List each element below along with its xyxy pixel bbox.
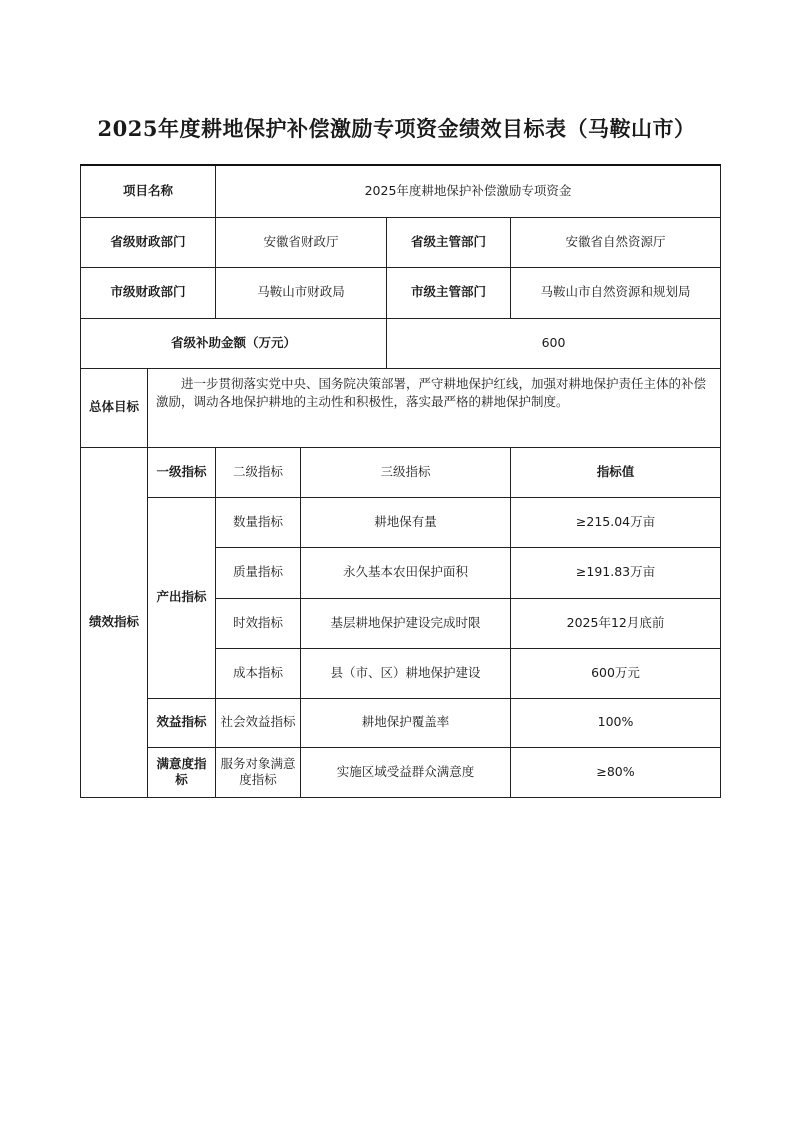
project-value: 2025年度耕地保护补偿激励专项资金 bbox=[216, 165, 721, 217]
city-competent-label: 市级主管部门 bbox=[387, 267, 511, 318]
prov-competent-label: 省级主管部门 bbox=[387, 217, 511, 267]
prov-competent-value: 安徽省自然资源厅 bbox=[511, 217, 721, 267]
city-finance-label: 市级财政部门 bbox=[81, 267, 216, 318]
table-row bbox=[81, 747, 721, 797]
row-level3: 实施区域受益群众满意度 bbox=[301, 747, 511, 797]
row-level2: 社会效益指标 bbox=[216, 698, 301, 747]
header-level1: 一级指标 bbox=[148, 447, 216, 497]
city-competent-value: 马鞍山市自然资源和规划局 bbox=[511, 267, 721, 318]
project-row bbox=[81, 165, 721, 217]
group-output: 产出指标 bbox=[148, 497, 216, 698]
header-level3: 三级指标 bbox=[301, 447, 511, 497]
row-value: 2025年12月底前 bbox=[511, 598, 721, 648]
goal-text: 进一步贯彻落实党中央、国务院决策部署，严守耕地保护红线，加强对耕地保护责任主体的补偿激励，调动各地保护耕地的主动性和积极性，落实最严格的耕地保护制度。 bbox=[148, 368, 721, 447]
row-level3: 县（市、区）耕地保护建设 bbox=[301, 648, 511, 698]
row-value: ≥80% bbox=[511, 747, 721, 797]
table-row bbox=[81, 497, 721, 547]
subsidy-row bbox=[81, 318, 721, 368]
city-finance-value: 马鞍山市财政局 bbox=[216, 267, 387, 318]
perf-label: 绩效指标 bbox=[81, 447, 148, 797]
project-label: 项目名称 bbox=[81, 165, 216, 217]
prov-finance-label: 省级财政部门 bbox=[81, 217, 216, 267]
row-level3: 耕地保护覆盖率 bbox=[301, 698, 511, 747]
row-level2: 数量指标 bbox=[216, 497, 301, 547]
subsidy-value: 600 bbox=[387, 318, 721, 368]
performance-target-table bbox=[80, 164, 721, 798]
row-value: 600万元 bbox=[511, 648, 721, 698]
goal-label: 总体目标 bbox=[81, 368, 148, 447]
row-level2: 成本指标 bbox=[216, 648, 301, 698]
row-value: ≥215.04万亩 bbox=[511, 497, 721, 547]
row-level3: 永久基本农田保护面积 bbox=[301, 547, 511, 598]
row-level2: 时效指标 bbox=[216, 598, 301, 648]
subsidy-label: 省级补助金额（万元） bbox=[81, 318, 387, 368]
row-value: ≥191.83万亩 bbox=[511, 547, 721, 598]
province-dept-row bbox=[81, 217, 721, 267]
row-level2: 服务对象满意度指标 bbox=[216, 747, 301, 797]
perf-header-row bbox=[81, 447, 721, 497]
group-benefit: 效益指标 bbox=[148, 698, 216, 747]
row-level3: 基层耕地保护建设完成时限 bbox=[301, 598, 511, 648]
prov-finance-value: 安徽省财政厅 bbox=[216, 217, 387, 267]
city-dept-row bbox=[81, 267, 721, 318]
header-value: 指标值 bbox=[511, 447, 721, 497]
table-row bbox=[81, 698, 721, 747]
row-level2: 质量指标 bbox=[216, 547, 301, 598]
header-level2: 二级指标 bbox=[216, 447, 301, 497]
page-title: 2025年度耕地保护补偿激励专项资金绩效目标表（马鞍山市） bbox=[97, 116, 696, 141]
group-satisfaction: 满意度指标 bbox=[148, 747, 216, 797]
row-value: 100% bbox=[511, 698, 721, 747]
row-level3: 耕地保有量 bbox=[301, 497, 511, 547]
goal-row bbox=[81, 368, 721, 447]
